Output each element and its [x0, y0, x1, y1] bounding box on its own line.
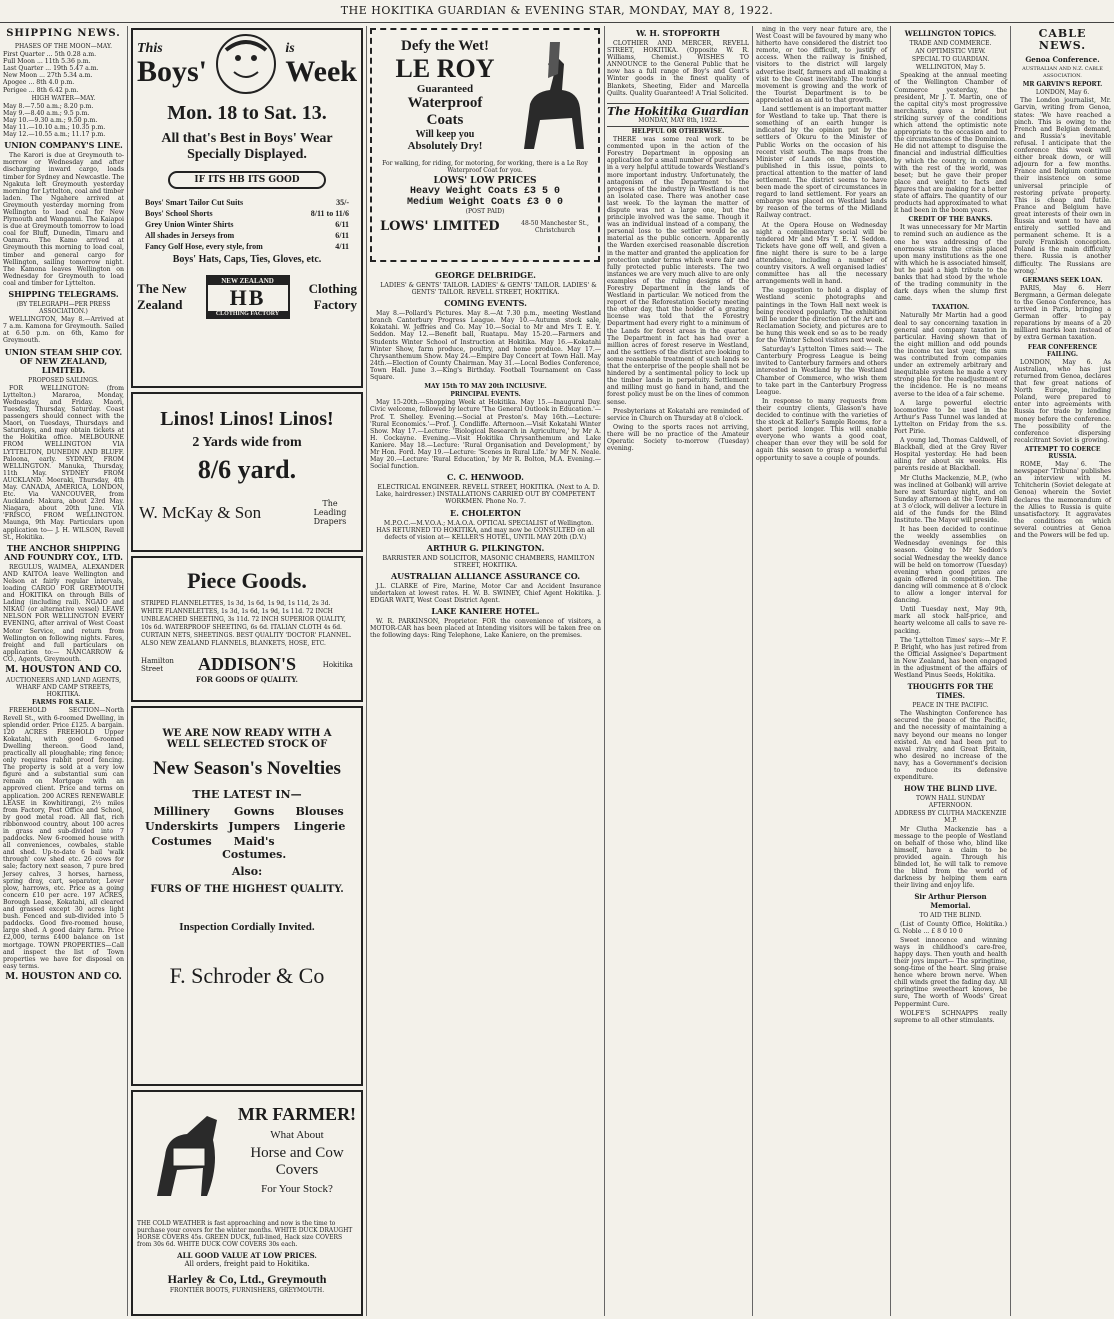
germans-heading: GERMANS SEEK LOAN. — [1022, 276, 1103, 284]
guaranteed: Guaranteed — [416, 83, 474, 95]
item-price: 6/11 — [335, 231, 349, 240]
latest-item: Gowns — [233, 805, 275, 818]
schroder-ad — [131, 706, 363, 1086]
farmer-good-value: ALL GOOD VALUE AT LOW PRICES. — [177, 1251, 317, 1260]
ussco-heading: UNION STEAM SHIP COY. OF NEW ZEALAND, LIMITED. — [4, 346, 123, 375]
lows-prices-title: LOWS' LOW PRICES — [433, 176, 537, 186]
telegram-text: WELLINGTON, May 8.—Arrived at 7 a.m. Kamona for Greymouth. Sailed at 6.50 p.m. on 6th, Kamo for Greymouth. — [3, 316, 124, 345]
blind-text: Mr Clutha Mackenzie has a message to the people of Westland on behalf of those who, blind like himself, have a claim to be provided again. Through his blinded lot, he will talk to remove the blind from the world of darkness by helping them earn their living and enjoy life. — [894, 825, 1007, 890]
item-price: 8/11 to 11/6 — [310, 209, 349, 218]
paper-nameplate: The Hokitika Guardian — [607, 104, 749, 118]
cable-association: AUSTRALIAN AND N.Z. CABLE ASSOCIATION. — [1022, 66, 1103, 80]
mckay-name: W. McKay & Son — [139, 502, 262, 522]
delbridge-text: LADIES' & GENTS' TAILOR. LADIES' & GENTS' TAILOR. LADIES' & GENTS' TAILOR. REVELL STREET, HOKITIKA. — [380, 282, 597, 297]
le-roy-coats-ad — [370, 28, 600, 262]
attempt-heading: ATTEMPT TO COERCE RUSSIA. — [1024, 445, 1101, 460]
high-water-item: May 11.—10.10 a.m.; 10.35 p.m. — [3, 124, 106, 132]
column-3-body — [367, 268, 604, 1316]
operatic-note: Owing to the sports races not arriving, there will be no practice of the Amateur Operatic Society to-morrow (Tuesday) evening. — [607, 423, 749, 453]
moon-phase-item: Full Moon ... 11th 5.36 p.m. — [3, 58, 91, 66]
absolutely-dry: Absolutely Dry! — [407, 140, 483, 152]
taxation-heading: TAXATION. — [931, 304, 970, 312]
trade-commerce-sub: TRADE AND COMMERCE. — [909, 40, 992, 47]
half-price-note: Until Tuesday next, May 9th, mark all stock half-price, and hearty welcome all calls to save re-packing. — [894, 606, 1007, 635]
linos-price: 8/6 yard. — [197, 455, 297, 484]
item-name: Boys' School Shorts — [145, 209, 213, 218]
pilkington-text: BARRISTER AND SOLICITOR, MASONIC CHAMBERS, HAMILTON STREET, HOKITIKA. — [382, 554, 595, 569]
item-price: 4/11 — [335, 242, 349, 251]
latest-items-grid — [139, 805, 355, 861]
shipping-news-heading: SHIPPING NEWS. — [6, 28, 121, 39]
mackenzie-note: Mr Cluths Mackenzie, M.P., (who was inclined at Golbank) will arrive here next Saturday night, and on Sunday afternoon at the Town Hall at 3 o'clock, will deliver a lecture in aid of the funds for the Blind Institute. The Mayor will preside. — [894, 474, 1007, 525]
union-company-heading: UNION COMPANY'S LINE. — [4, 140, 123, 151]
coats: Coats — [426, 112, 464, 128]
anchor-text: REGULUS, WAIMEA, ALEXANDER AND KAITOA leave Wellington and Nelson at fairly regular intervals, loading CARGO FOR GREYMOUTH and HOKITIKA on through Bills of Lading (including rail). NGAIO and NIKAU (or alternative vessel) LEAVE NELSON FOR WELLINGTON EVERY EVENING, after arrival of West Coast Motor Service, and return from Wellington on following nights. Fares, freight and full particulars on application to:— NANCARROW & CO., Agents, Greymouth. — [3, 563, 124, 663]
high-water-item: May 10.—9.30 a.m.; 9.50 p.m. — [3, 116, 98, 124]
item-name: Boys' Smart Tailor Cut Suits — [145, 198, 244, 207]
shipping-telegrams-heading: SHIPPING TELEGRAMS. — [8, 289, 119, 299]
farmer-orders: All orders, freight paid to Hokitika. — [184, 1260, 310, 1268]
ussco-subheading: PROPOSED SAILINGS. — [28, 376, 99, 384]
fear-heading: FEAR CONFERENCE FAILING. — [1027, 343, 1098, 358]
special-to-guardian: SPECIAL TO GUARDIAN. — [911, 56, 990, 64]
germans-text: PARIS, May 6. Herr Bergmann, a German delegate to the Genoa Conference, has arrived in Paris, bringing a German offer to pay reparations by means of a 20 milliard marks loan instead of by extra German taxation. — [1014, 284, 1111, 342]
item-price: 6/11 — [335, 220, 349, 229]
high-water-list — [3, 103, 124, 138]
hb-logo-mark: HB — [229, 285, 266, 310]
opera-house-text: At the Opera House on Wednesday night a complimentary social will be tendered Mr and Mrs T. E. Y. Seddon. Tickets have gone off well, and given a fine night there is sure to be a large attendance, including a number of country visitors. A well organised ladies' committee has all the necessary arrangements well in hand. — [756, 221, 887, 286]
editorial-text: THERE was some real work to be commented upon in the action of the Forestry Department in opposing an application for a small number of purchasers in a very helpful attitude towards Westland's more important industry. Unfortunately, the antagonism of the Department to the progress of the industry in Westland is not an isolated case. There was another case last week. To the layman the matter of dispute was not a large one, but the principle involved was the same. Though it was an individual instead of a company, the personal loss to the settler would be as material as the public concern. Apparently the Warden exercised reasonable discretion in the matter and granted the application for protection under terms which were fair and fully protected public interests. The two instances we are very much alive to are only examples of the ruling designs of the Forestry Department in the lands of Westland in particular. We noticed from the report of the Reforestation Society meeting the other day, that the holder of a grazing license was told that the Forestry Department had every right to a minimum of the Lands for forest areas in the quarter. The Department in fact has had over a million acres of forest reserve in Westland, and the settlers of the district are looking to some reasonable treatment of such lands so that the enterprise of the people shall not be hindered by a sentimental policy to lock up the timber lands in perpetuity. Settlement and milling must go hand in hand, and the forest policy must be on the lines of common sense. — [607, 136, 749, 406]
waterproof: Waterproof — [407, 95, 483, 111]
schroder-name: F. Schroder & Co — [169, 963, 325, 988]
nz-left-1: The New — [137, 281, 187, 296]
henwood-heading: C. C. HENWOOD. — [447, 472, 524, 483]
linos-title: Linos! Linos! Linos! — [160, 408, 334, 430]
moon-phase-item: First Quarter ... 5th 0.28 a.m. — [3, 51, 97, 59]
peace-pacific: PEACE IN THE PACIFIC. — [912, 702, 989, 710]
kaniere-text: W. R. PARKINSON, Proprietor. FOR the convenience of visitors, a MOTOR-CAR has been placed at Intending visitors will be taken free on the following days: Ring Telephone, Lake Kaniere, on the premises. — [370, 618, 601, 640]
lows-limited: LOWS' LIMITED — [380, 219, 500, 234]
linos-ad — [131, 392, 363, 552]
alliance-heading: AUSTRALIAN ALLIANCE ASSURANCE CO. — [390, 571, 581, 581]
stopforth-text: CLOTHIER AND MERCER, REVELL STREET, HOKITIKA. (Opposite W. R. Williams, Chemist.) WISHES TO ANNOUNCE to the General Public that he now has a full range of Boy's and Gent's Winter goods in the finest quality of Blankets, Sheeting, Eider and Marcella Quilts. Quality Guaranteed! A Trial Solicited. — [607, 40, 749, 97]
addison-town: Hokitika — [322, 660, 353, 669]
latest-in: THE LATEST IN— — [192, 788, 302, 801]
price-list-row — [145, 208, 349, 219]
paper-date: MONDAY, MAY 8th, 1922. — [607, 117, 749, 127]
moon-phases-list — [3, 51, 124, 94]
also-label: Also: — [231, 865, 263, 878]
high-water-item: May 8.—7.50 a.m.; 8.20 p.m. — [3, 102, 94, 110]
moon-phase-item: Last Quarter ... 19th 5.47 a.m. — [3, 65, 99, 73]
alliance-text: J.L. CLARKE of Fire, Marine, Motor Car and Accident Insurance undertaken at lowest rates. H. W. B. SWINEY, Chief Agent Hokitika. J. EDGAR WATT, West Coast District Agent. — [370, 583, 601, 605]
cholerton-text: M.P.O.C.—M.V.O.A.; M.A.O.A. OPTICAL SPECIALIST of Wellington. HAS RETURNED TO HOKITIKA, and may now be CONSULTED on all defects of vision at— KELLER'S HOTEL, UNTIL MAY 20th (D.V.) — [376, 519, 595, 541]
boys-word: Boys' — [137, 55, 208, 88]
houston-text: FREEHOLD SECTION—North Revell St., with 6-roomed Dwelling, in splendid order. Price £125. A bargain. 120 ACRES FREEHOLD Upper Kokatahi, with good 6-roomed Dwelling thereon. Good land, practically all ploughable; ring fence; only requires rabbit proof fencing. The property is sold at a very low figure and a substantial sum can remain on Mortgage with an approved client. Price and terms on application. 200 ACRES RENEWABLE LEASE in Kowhitirangi, 2½ miles from Factory, Post Office and School, by good metal road. All flat, rich ribbonwood country, about 100 acres in grass and sub-divided into 7 paddocks. New 6-roomed house with all conveniences, cowbales, stable and shed. Up-to-date 6 bail 'walk through' cow shed etc. 26 cows for sale; factory next season, 7 pure bred Jersey calves, 3 horses, harness, spring dray, cart, separator, Lever plow, harrows, etc. Price as a going concern £10 per acre. 197 ACRES, Borough Lease, Kokatahi, all cleared and grassed except 30 acres light bush. Fenced and sub-divided into 5 paddocks. Good five-roomed house, large shed. A good dairy farm. Price £2,000, terms £400 balance on 1st mortgage. TOWN PROPERTIES—Call and inspect the list of Town properties we have for disposal on easy terms. — [3, 707, 124, 970]
boys-line1: All that's Best in Boys' Wear — [161, 131, 333, 146]
stopforth-heading: W. H. STOPFORTH — [636, 28, 720, 38]
le-roy-brand: LE ROY — [395, 54, 495, 83]
nz-right-2: Factory — [313, 297, 357, 312]
boys-is: is — [285, 41, 295, 56]
moon-phase-item: Perigee ... 8th 6.42 p.m. — [3, 86, 79, 94]
latest-item: Maid's Costumes. — [222, 835, 287, 861]
wolfes-schnapps: WOLFE'S SCHNAPPS really supreme to all other stimulants. — [894, 1009, 1007, 1024]
kaniere-heading: LAKE KANIERE HOTEL. — [431, 606, 540, 617]
price-list-row — [145, 197, 349, 208]
keep-you: Will keep you — [415, 129, 475, 140]
credit-banks-heading: CREDIT OF THE BANKS. — [908, 216, 993, 224]
boys-this: This — [137, 41, 163, 56]
price-list-row — [145, 230, 349, 241]
farms-for-sale: FARMS FOR SALE. — [31, 699, 96, 707]
latest-item: Lingerie — [293, 820, 346, 833]
rider-illustration — [514, 34, 594, 158]
boys-items-list — [137, 197, 357, 252]
moon-phase-item: New Moon ... 27th 5.34 a.m. — [3, 72, 93, 80]
item-name: Fancy Golf Hose, every style, from — [145, 242, 263, 251]
hb-banner: IF ITS HB ITS GOOD — [168, 171, 326, 189]
latest-item: Jumpers — [228, 820, 280, 833]
ussco-text: FOR WELLINGTON: (from Lyttelton.) Mararoa, Monday, Wednesday, and Friday. Maori, Tuesday, Thursday, Saturday. Coast passengers should connect with the Maori, on Tuesdays, Thursdays and Saturdays, and may obtain tickets at the Hokitika office. MELBOURNE FROM WELLINGTON VIA LYTTELTON, DUNEDIN AND BLUFF. Paloona, early. SYDNEY, FROM WELLINGTON. Manuka, Thursday, 11th May. SYDNEY FROM AUCKLAND. Moeraki, Thursday, 4th May. CANADA, AMERICA, LONDON, Etc. Via VANCOUVER, from Auckland: Makura, about 23rd May. Niagara, about 20th June. VIA 'FRISCO, FROM WELLINGTON. Maunga, 9th May. Particulars upon application to— J. H. WILSON, Revell St., Hokitika. — [3, 384, 124, 541]
anchor-heading: THE ANCHOR SHIPPING AND FOUNDRY COY., LTD. — [4, 542, 123, 562]
column-cable-news — [1011, 26, 1114, 1316]
addison-tag: FOR GOODS OF QUALITY. — [196, 675, 298, 684]
addisons-name: ADDISON'S — [197, 654, 297, 674]
farmer-stock: For Your Stock? — [261, 1183, 333, 1195]
assemblies-note: It has been decided to continue the weekly assemblies on Wednesday evenings for this season. Going to Mr Seddon's social Wednesday the weekly dance will be held on tomorrow (Tuesday) evening when good prizes are again offered in competition. The dancing will commence at 8 o'clock to allow a longer interval for dancing. — [894, 526, 1007, 605]
linos-sub: 2 Yards wide from — [192, 435, 302, 450]
pilkington-heading: ARTHUR G. PILKINGTON. — [426, 542, 545, 553]
blind-heading: HOW THE BLIND LIVE. — [903, 784, 998, 794]
item-name: Grey Union Winter Shirts — [145, 220, 234, 229]
farmer-what-about: What About — [270, 1129, 324, 1141]
principal-events-text: May 15-20th.—Shopping Week at Hokitika. May 15.—Inaugural Day. Civic welcome, followed by lecture 'The General Outlook in Education.'—Prof. T. Shelley. Evening.—Social at Preston's. May 16th.—Lecture: 'Rural Economics.'—Prof. J. Condliffe. Afternoon.—Visit Kokatahi Winter Show. May 17.—Lecture: 'Biological Research in Agriculture,' by Mr A. H. Cockayne. Evening.—Visit Hokitika Chrysanthemum and Lake Kaniere. May 18.—Lecture: 'Rural Organisation and Development,' by Mr Hon. Ford. May 19.—Lecture: 'Scenes in Rural Life.' by Mr N. Neale. May 20.—Lecture: 'Rural Education,' by Mr R. Bolton, M.A. Evening.—Social function. — [370, 399, 601, 471]
fear-text: LONDON, May 6. As Australian, who has just returned from Genoa, declares that few great nations of North Europe, including Poland, were prepared to enter into agreements with Russia for trade by lending money before the conference. The possibility of the conference dispersing recalcitrant Soviet is growing. — [1014, 358, 1111, 444]
boys-dates: Mon. 18 to Sat. 13. — [167, 102, 327, 124]
price-list-row — [145, 219, 349, 230]
peppermint-verse: Sweet innocence and winning ways in childhood's care-free, happy days. Then youth and health their joys impart— The springtime, song-time of the heart. Sing praise hence where brown nerve. When chill winds greet the fading day. All springtime sweetheart knows, be sure, The worth of Woods' Great Peppermint Cure. — [894, 936, 1007, 1008]
houston-subheading: AUCTIONEERS AND LAND AGENTS, WHARF AND CAMP STREETS, HOKITIKA. — [6, 677, 121, 699]
cable-news-heading: CABLE NEWS. — [1038, 27, 1087, 52]
harley-sub: FRONTIER BOOTS, FURNISHERS, GREYMOUTH. — [169, 1287, 325, 1294]
thoughts-text: The Washington Conference has secured the peace of the Pacific, and the necessity of maintaining a navy beyond our means no longer existed. An end had been put to naval rivalry, and Great Britain, who desired no increase of the navy, has a Government's decision to reduce its defensive expenditure. — [894, 710, 1007, 782]
caldwell-note: A young lad, Thomas Caldwell, of Blackball, died at the Grey River Hospital yesterday. He had been ailing for about six weeks. His parents reside at Blackball. — [894, 437, 1007, 473]
course-dates: MAY 15th TO MAY 20th INCLUSIVE. — [424, 383, 547, 391]
farmer-text: THE COLD WEATHER is fast approaching and now is the time to purchase your covers for the winter months. WHITE DUCK DRAUGHT HORSE COVERS 45s. GREEN DUCK, full-lined, Hack size COVERS from 30s 6d. WHITE DUCK COW COVERS 30s each. — [137, 1220, 353, 1248]
tourist-text: ning in the very near future are, the West Coast will be favoured by many who hitherto have considered the district too remote, or too difficult, to justify of access. When the railway is finished, visitors to the district will largely advertise itself, farmers and all making a visit to the Coast inevitably. The tourist movement is growing and the work of the Tourist Department is to be appreciated as an aid to that growth. — [756, 26, 887, 104]
cholerton-heading: E. CHOLERTON — [449, 507, 522, 518]
post-paid: (POST PAID) — [465, 208, 505, 215]
presbyterian-note: Presbyterians at Kokatahi are reminded of service in Church on Thursday at 8 o'clock. — [607, 407, 749, 422]
wellington-date: WELLINGTON, May 5. — [915, 64, 986, 72]
boys-last-line: Boys' Hats, Caps, Ties, Gloves, etc. — [172, 254, 322, 265]
glassons-text: In response to many requests from their country clients, Glasson's have decided to continue with the varieties of the stock at Keller's Sample Rooms, for a short period longer. This will enable everyone who wants a good coat, cheaper than ever they will be sold for again this season to grasp a wonderful opportunity to save a couple of pounds. — [756, 397, 887, 462]
latest-item: Blouses — [295, 805, 344, 818]
wellington-text-1: Speaking at the annual meeting of the Wellington Chamber of Commerce yesterday, the president, Mr J. T. Martin, one of the capital city's most progressive merchants, gave a brief but striking survey of the conditions which attend the optimistic note appropriate to the occasion and to the circumstances of the Dominion. He did not attempt to disguise the financial and industrial difficulties by which the country, in common with the rest of the world, was beset; but he gave their proper place and weight to facts and figures that are making for a better state of affairs. The quantity of our products had approximated to what it had been in the boom years. — [894, 72, 1007, 215]
item-price: 35/- — [336, 198, 349, 207]
optimistic-view-sub: AN OPTIMISTIC VIEW. — [915, 48, 986, 56]
addison-street: Hamilton Street — [141, 656, 174, 673]
latest-item: Costumes — [151, 835, 212, 848]
high-water-heading: HIGH WATER—MAY. — [31, 94, 96, 102]
garvin-heading: MR GARVIN'S REPORT. — [1022, 81, 1103, 89]
defy-the-wet: Defy the Wet! — [400, 38, 490, 54]
nz-right-1: Clothing — [308, 281, 357, 296]
hb-logo-top: NEW ZEALAND — [208, 277, 288, 285]
pierson-list: (List of County Office, Hokitika.) G. Noble ... £ 8 0 10 0 — [894, 920, 1007, 935]
latest-item: Underskirts — [145, 820, 219, 833]
genoa-heading: Genoa Conference. — [1025, 55, 1100, 64]
harley-name: Harley & Co, Ltd., Greymouth — [167, 1272, 327, 1286]
boy-face-illustration — [216, 34, 276, 94]
column-4 — [604, 26, 752, 1316]
furs-line: FURS OF THE HIGHEST QUALITY. — [150, 884, 344, 895]
column-5 — [753, 26, 890, 1316]
piece-goods-text: STRIPED FLANNELETTES, 1s 3d, 1s 6d, 1s 9d, 1s 11d, 2s 3d. WHITE FLANNELETTES, 1s 3d, 1s 6d, 1s 9d, 1s 11d. 72 INCH UNBLEACHED SHEETING, 3s 11d. 72 INCH SUPERIOR QUALITY, 10s 6d. WATERPROOF SHEETING, 6s 6d. ITALIAN CLOTH 4s 6d. CURTAIN NETS, SHEETINGS. BEST QUALITY 'DOCTOR' FLANNEL. ALSO NEW ZEALAND FLANNELS, BLANKETS, HOSE, ETC. — [141, 600, 352, 647]
piece-goods-title: Piece Goods. — [187, 568, 307, 593]
high-water-item: May 9.—8.40 a.m.; 9.5 p.m. — [3, 109, 90, 117]
telegram-source: (BY TELEGRAPH—PER PRESS ASSOCIATION.) — [16, 301, 111, 316]
bright-note: The 'Lyttelton Times' says:—Mr F. P. Bright, who has just retired from the Official Assignee's Department in New Zealand, has been engaged in the adjustment of the affairs of Westland Pinus Seeds, Hokitika. — [894, 636, 1007, 680]
hb-logo — [206, 275, 290, 319]
farmer-covers-1: Horse and Cow — [250, 1145, 344, 1161]
farmer-covers-ad — [131, 1090, 363, 1316]
boys-week-ad — [131, 28, 363, 388]
mr-farmer-title: MR FARMER! — [237, 1104, 357, 1124]
garvin-date: LONDON, May 6. — [1035, 89, 1090, 97]
heavy-coats-price: Heavy Weight Coats £3 5 0 — [409, 186, 561, 197]
lows-address: 48-50 Manchester St., Christchurch — [521, 219, 589, 234]
houston-heading: M. HOUSTON AND CO. — [5, 665, 122, 676]
wellington-topics-heading: WELLINGTON TOPICS. — [904, 29, 997, 38]
union-company-text: The Karori is due at Greymouth to-morrow or Wednesday and after discharging inward cargo, loads timber for Sydney and Newcastle. The Ngakuta left Greymouth yesterday morning for Lyttelton, coal and timber laden. The Ngahere arrived at Greymouth yesterday morning from Wellington to load coal for New Plymouth and Wanganui. The Kaiapoi is due at Greymouth tomorrow to load coal for Bluff, Dunedin, Timaru and Oamaru. The Kamo arrived at Greymouth this morning to load coal, timber and general cargo for Wellington, sailing tomorrow night. The Kamona leaves Wellington on Wednesday for Greymouth to load coal and timber for Lyttelton. — [3, 152, 124, 287]
masthead: THE HOKITIKA GUARDIAN & EVENING STAR, MONDAY, MAY 8, 1922. — [0, 0, 1114, 23]
boys-line2: Specially Displayed. — [187, 147, 307, 162]
photographs-text: The suggestion to hold a display of Westland scenic photographs and paintings in the Town Hall next week is being received popularly. The exhibition will be under the direction of the Art and Reclamation Society, and pictures are to be hung this week end so as to be ready for the Winter School visitors next week. — [756, 287, 887, 345]
wellington-text-2: It was unnecessary for Mr Martin to remind such an audience as the one he was addressing of the enormous strain the crisis placed upon many institutions as the one with which he is associated himself, but he paid a high tribute to the banks that had stood by the whole of the trading community in the dark days when the slump first came. — [894, 224, 1007, 303]
column-shipping — [0, 26, 127, 1316]
locomotive-note: A large powerful electric locomotive to be used in the Arthur's Pass Tunnel was landed at Lyttelton on Friday from the s.s. Port Pirie. — [894, 399, 1007, 435]
high-water-item: May 12.—10.55 a.m.; 11.17 p.m. — [3, 131, 106, 139]
houston-footer: M. HOUSTON AND CO. — [5, 971, 122, 982]
pierson-memorial-heading: Sir Arthur Pierson Memorial. — [914, 892, 987, 911]
item-name: All shades in Jerseys from — [145, 231, 235, 240]
column-rule — [127, 26, 128, 1316]
blind-address: ADDRESS BY CLUTHA MACKENZIE M.P. — [894, 810, 1007, 825]
garvin-text: The London journalist, Mr. Garvin, writing from Genoa, states: 'We have reached a pinch. This is owing to the French and Belgian demand, and Russia's inevitable refusal. I anticipate that the conference this week will either break down, or will adjourn for a few months. France and Belgium continue their insistence on some universal principle of restoring private property. This is cheap and futile. France and Belgium have great interests of their own in Russia and want to have an entirely settled and permanent scheme. It is a purely Frankish conception. Poland is the main difficulty there. Russia is another difficulty. The Russians are wrong.' — [1014, 97, 1111, 275]
farmer-covers-2: Covers — [275, 1162, 319, 1178]
land-settlement-text: Land settlement is an important matter for Westland to take up. That there is something of an earth hunger is indicated by the opinion put by the settlers of Okuru to the Minister of Public Works on the occasion of his recent visit south. The maps from the Minister of Lands on the question, published in this issue, points to practical attention to the matter of land settlement. The district seems to have been made the sport of circumstances in regard to land settlement. For years an embargo was placed on Westland lands by reason of the terms of the Midland Railway contract. — [756, 106, 887, 220]
price-list-row — [145, 241, 349, 252]
blind-sub: TOWN HALL SUNDAY AFTERNOON. — [916, 795, 985, 810]
mckay-tag: The Leading Drapers — [313, 499, 347, 526]
inspection-line: Inspection Cordially Invited. — [179, 921, 315, 933]
column-6 — [891, 26, 1010, 1316]
attempt-text: ROME, May 6. The newspaper 'Tribuna' publishes an interview with M. Tchitcherin (Soviet delegate at Genoa) wherein the Soviet declares the memorandum of the Allies to Russia is quite unsatisfactory. It aggravates the conditions on which several countries at Genoa and the Powers will be fed up. — [1014, 461, 1111, 539]
ready-line: WE ARE NOW READY WITH A WELL SELECTED STOCK OF — [162, 728, 332, 750]
boys-week: Week — [285, 55, 357, 88]
moon-heading: PHASES OF THE MOON—MAY. — [14, 43, 113, 50]
le-roy-for: For walking, for riding, for motoring, for working, there is a Le Roy Waterproof Coat for you. — [382, 160, 588, 174]
principal-events-heading: PRINCIPAL EVENTS. — [450, 391, 521, 399]
addisons-ad — [131, 556, 363, 702]
pierson-sub: TO AID THE BLIND. — [919, 912, 982, 920]
novelties-title: New Season's Novelties — [153, 758, 341, 779]
nz-left-2: Zealand — [137, 297, 183, 312]
horse-illustration — [137, 1096, 237, 1216]
wellington-text-3: Naturally Mr Martin had a good deal to say concerning taxation in general and company taxation in particular. Having shown that of the eight million and odd pounds the income tax last year, the sum was contributed from companies under an extremely arbitrary and inequitable system he made a very strong plea for the readjustment of the incidence. He is no means averse to the idea of a fair scheme. — [894, 312, 1007, 398]
delbridge-heading: GEORGE DELBRIDGE. — [435, 270, 536, 280]
editorial-heading: HELPFUL OR OTHERWISE. — [631, 127, 725, 135]
coming-events-text: May 8.—Pollard's Pictures. May 8.—At 7.30 p.m., meeting Westland branch Canterbury Progress League. May 10.—Autumn stock sale, Kokatahi. W. Jeffries and Co. May 10.—Social to Mr and Mrs T. E. Y. Seddon. May 12.—Benefit ball, Ruatapu. May 15-20.—Farmers and Students Winter School of Instruction at Hokitika. May 16.—Kokatahi Winter Show, farm produce, poultry, and home produce. May 17.—Chrysanthemum Show. May 24.—Empire Day Concert at Town Hall. May 24th.—Election of County Chairman. May 31.—Local Bodies Conference, Town Hall. June 3.—King's Birthday. Football Tournament on Cass Square. — [370, 310, 601, 382]
henwood-text: ELECTRICAL ENGINEER. REVELL STREET, HOKITIKA. (Next to A. D. Lake, hairdresser.) INSTALLATIONS CARRIED OUT BY COMPETENT WORKMEN. Phone No. 7. — [375, 484, 600, 506]
medium-coats-price: Medium Weight Coats £3 0 0 — [406, 197, 564, 208]
thoughts-heading: THOUGHTS FOR THE TIMES. — [907, 682, 994, 701]
latest-item: Millinery — [153, 805, 210, 818]
coming-events-heading: COMING EVENTS. — [444, 298, 527, 309]
hb-logo-bottom: CLOTHING FACTORY — [208, 311, 288, 317]
moon-phase-item: Apogee ... 8th 4.0 p.m. — [3, 79, 75, 87]
lyttelton-times-text: Saturday's Lyttelton Times said:— The Canterbury Progress League is being invited to Canterbury farmers and others interested in Westland by the Westland Chamber of Commerce, who wish them to take part in the Canterbury Progress League. — [756, 346, 887, 396]
